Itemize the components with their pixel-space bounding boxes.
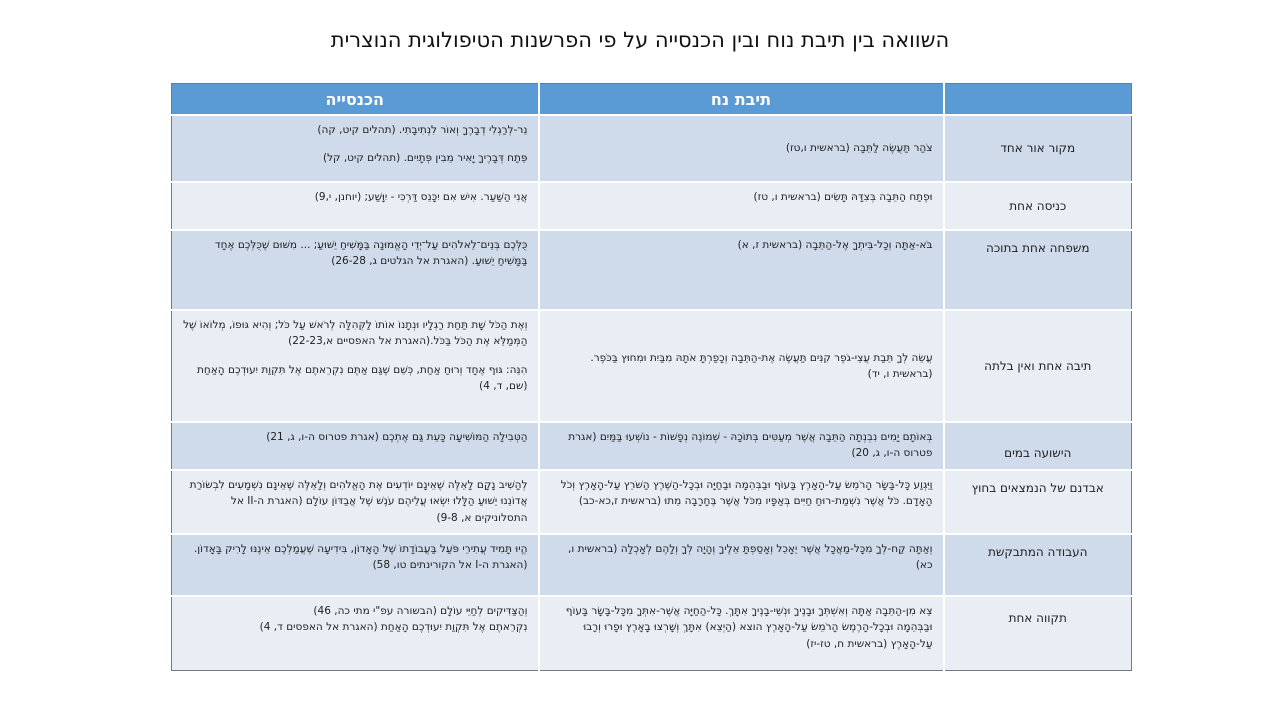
church-cell [172,470,539,534]
row-label: מקור אור אחד [944,115,1132,182]
church-verse: וְהַצַּדִּיקִים לְחַיֵּי עוֹלָם (הבשורה עפ"י מתי כה, 46) [313,605,528,617]
church-verse: נֵר-לְרַגְלִי דְבָרֶךָ וְאוֹר לִנְתִיבָתִי. (תהלים קיט, קה) [317,124,528,136]
church-cell [172,182,539,230]
church-cell [172,310,539,422]
table-row [172,534,1132,596]
noah-ark-cell: בֹּא-אַתָּה וְכָל-בֵּיתְךָ אֶל-הַתֵּבָה (בראשית ז, א) [539,230,944,310]
row-label: כניסה אחת [944,182,1132,230]
church-verse: הַטְּבִילָה הַמּוֹשִׁיעָה כָּעֵת גַּם אֶתְכֶם (אגרת פטרוס ה-ו, ג, 21) [266,431,528,443]
slide-title: השוואה בין תיבת נוח ובין הכנסייה על פי הפרשנות הטיפולוגית הנוצרית [330,28,950,52]
table-row [172,470,1132,534]
noah-ark-cell: עֲשֵׂה לְךָ תֵּבַת עֲצֵי-גֹפֶר קִנִּים תַּעֲשֶׂה אֶת-הַתֵּבָה וְכָפַרְתָּ אֹתָהּ מִבַּיִת וּמִחוּץ בַּכֹּפֶר. (בראשית ו, יד) [539,310,944,422]
church-verse: הִנֵּה: גּוּף אֶחָד וְרוּחַ אַחַת, כְּשֵׁם שֶׁגַּם אַתֶּם נִקְרֵאתֶם אֶל תִּקְוַת יִעוּדְכֶם הָאַחַת (שם, ד, 4) [197,363,528,392]
noah-ark-cell: וּפֶתַח הַתֵּבָה בְּצִדָּהּ תָּשִׂים (בראשית ו, טז) [539,182,944,230]
church-verse: הֱיוּ תָּמִיד עֲתִירֵי פֹּעַל בַּעֲבוֹדָתוֹ שֶׁל הָאָדוֹן, בִּידִיעָה שֶׁעֲמַלְכֶם אֵינֶנּוּ לָרִיק בָּאָדוֹן. (האגרת ה-I אל הקורינתים טו, 58) [193,543,528,572]
table-row [172,230,1132,310]
table-row [172,115,1132,182]
table-row [172,310,1132,422]
church-cell [172,115,539,182]
table-row [172,596,1132,671]
noah-ark-cell: צֹהַר תַּעֲשֶׂה לַתֵּבָה (בראשית ו,טז) [539,115,944,182]
row-label: אבדנם של הנמצאים בחוץ [944,470,1132,534]
table-header-row [172,84,1132,116]
church-verse: לְהָשִׁיב נָקָם לָאֵלֶּה שֶׁאֵינָם יוֹדְעִים אֶת הָאֱלֹהִים וְלָאֵלֶּה שֶׁאֵינָם נִשְׁמָעִים לִבְשׂוֹרַת אֲדוֹנֵנוּ יֵשׁוּעַ הַלָּלוּ יִשְׂאוּ עֲלֵיהֶם עֹנֶשׁ שֶׁל אֲבַדּוֹן עוֹלָם (האגרת ה-II אל התסלוניקים א, 9-8) [189,479,528,524]
row-label: משפחה אחת בתוכה [944,230,1132,310]
church-verse: וְאֶת הַכֹּל שָׁת תַּחַת רַגְלָיו וּנְתָנוֹ אוֹתוֹ לַקְּהִלָּה לְרֹאשׁ עַל כֹּל; וְהִיא גּוּפוֹ, מְלוֹאוֹ שֶׁל הַמְּמַלֵּא אֶת הַכֹּל בַּכֹּל.(האגרת אל האפסיים א,22-23) [183,319,528,348]
table-row [172,182,1132,230]
table-row [172,422,1132,470]
church-verse: כֻּלְּכֶם בְּנֵים־לֵאלֹהִים עַל־יְדֵי הָאֱמוּנָה בַּמָּשִׁיחַ יֵשׁוּעַ; ... מִשּׁוּם שֶׁכֻּלְּכֶם אֶחָד בַּמָּשִׁיחַ יֵשׁוּעַ. (האגרת אל הגלטים ג, 26-28) [214,239,528,268]
noah-ark-cell: וְאַתָּה קַח-לְךָ מִכָּל-מַאֲכָל אֲשֶׁר יֵאָכֵל וְאָסַפְתָּ אֵלֶיךָ וְהָיָה לְךָ וְלָהֶם לְאָכְלָה (בראשית ו, כא) [539,534,944,596]
header-church: הכנסייה [172,84,539,116]
church-cell [172,596,539,671]
church-cell [172,230,539,310]
church-cell [172,422,539,470]
row-label: תיבה אחת ואין בלתה [944,310,1132,422]
noah-ark-cell: וַיִּגְוַע כָּל-בָּשָׂר הָרֹמֵשׂ עַל-הָאָרֶץ בָּעוֹף וּבַבְּהֵמָה וּבַחַיָּה וּבְכָל-הַשֶּׁרֶץ הַשֹּׁרֵץ עַל-הָאָרֶץ וְכֹל הָאָדָם. כֹּל אֲשֶׁר נִשְׁמַת-רוּחַ חַיִּים בְּאַפָּיו מִכֹּל אֲשֶׁר בֶּחָרָבָה מֵתוּ (בראשית ז,כא-כב) [539,470,944,534]
row-label: העבודה המתבקשת [944,534,1132,596]
row-label: תקווה אחת [944,596,1132,671]
church-verse: פֵּתַח דְּבָרֶיךָ יָאִיר מֵבִין פְּתָיִים. (תהלים קיט, קל) [322,152,528,165]
noah-ark-cell: צֵא מִן-הַתֵּבָה אַתָּה וְאִשְׁתְּךָ וּבָנֶיךָ וּנְשֵׁי-בָנֶיךָ אִתָּךְ. כָּל-הַחַיָּה אֲשֶׁר-אִתְּךָ מִכָּל-בָּשָׂר בָּעוֹף וּבַבְּהֵמָה וּבְכָל-הָרֶמֶשׂ הָרֹמֵשׂ עַל-הָאָרֶץ הוצא (הַיְצֵא) אִתָּךְ וְשָׁרְצוּ בָאָרֶץ וּפָרוּ וְרָבוּ עַל-הָאָרֶץ (בראשית ח, טז-יז) [539,596,944,671]
comparison-table [171,83,1132,671]
noah-ark-cell: בְּאוֹתָם יָמִים נִבְנְתָה הַתֵּבָה אֲשֶׁר מְעַטִּים בְּתוֹכָהּ - שְׁמוֹנֶה נְפָשׁוֹת - נוֹשְׁעוּ בַּמַּיִם (אגרת פטרוס ה-ו, ג, 20) [539,422,944,470]
header-label-column [944,84,1132,116]
church-verse: אֲנִי הַשַּׁעַר. אִישׁ אִם יִכָּנֵס דַּרְכִּי - יִוָּשַׁע; (יוחנן, י,9) [314,191,528,203]
church-cell [172,534,539,596]
row-label: הישועה במים [944,422,1132,470]
header-noah-ark: תיבת נח [539,84,944,116]
church-verse: נִקְרֵאתֶם אֶל תִּקְוַת יִעוּדְכֶם הָאַחַת (האגרת אל האפסים ד, 4) [259,621,528,634]
